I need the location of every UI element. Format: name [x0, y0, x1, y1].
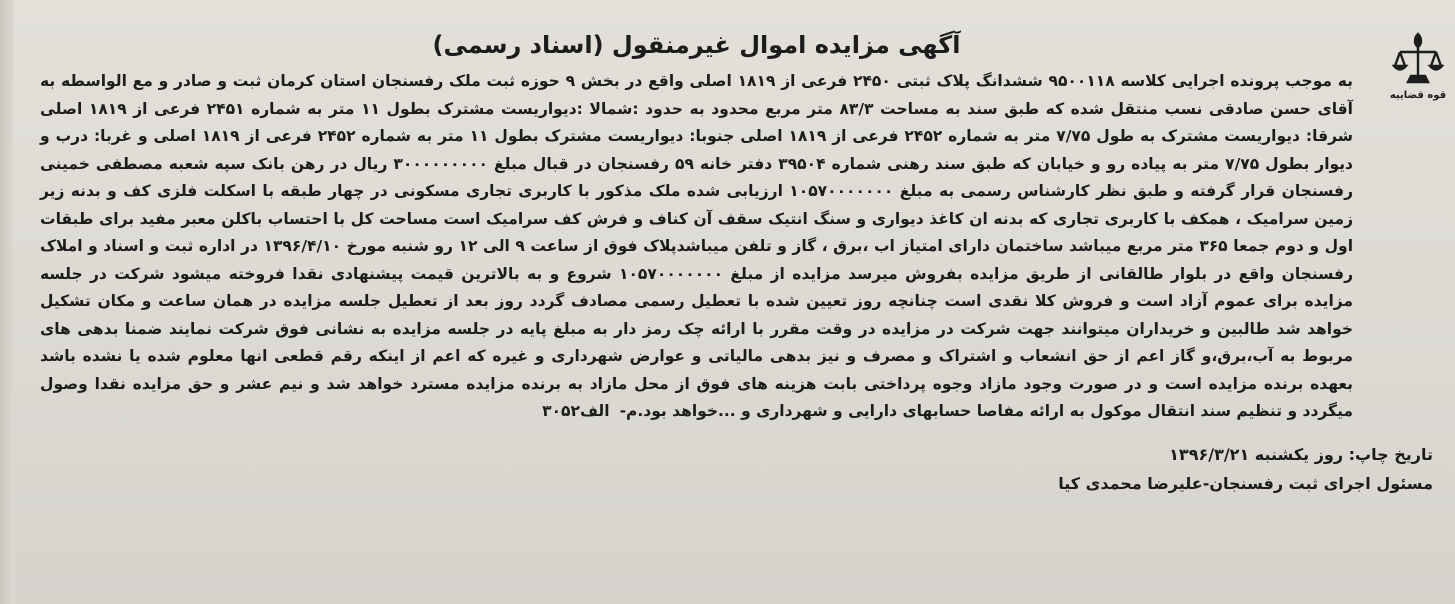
notice-body-text: به موجب پرونده اجرایی کلاسه ۹۵۰۰۱۱۸ ششدانگ پلاک ثبتی ۲۴۵۰ فرعی از ۱۸۱۹ اصلی واقع در بخش ۹ حوزه ثبت ملک رفسنجان استان کرمان ثبت و صادر و مع الواسطه به آقای حسن صادقی نسب منتقل شده که طبق سند به مساحت ۸۳/۳ متر مربع محدود به حدود :شمالا :دیواریست مشترک بطول ۱۱ متر به شماره ۲۴۵۱ فرعی از ۱۸۱۹ اصلی شرقا: دیواریست مشترک به طول ۷/۷۵ متر به شماره ۲۴۵۲ فرعی از ۱۸۱۹ اصلی جنوبا: دیواریست مشترک بطول ۱۱ متر به شماره ۲۴۵۲ فرعی از ۱۸۱۹ اصلی و غربا: درب و دیوار بطول ۷/۷۵ متر به پیاده رو و خیابان که طبق سند رهنی شماره ۳۹۵۰۴ دفتر خانه ۵۹ رفسنجان در قبال مبلغ ۳۰۰۰۰۰۰۰۰۰ ریال در رهن بانک سپه شعبه مصطفی خمینی رفسنجان قرار گرفته و طبق نظر کارشناس رسمی به مبلغ ۱۰۵۷۰۰۰۰۰۰۰ ارزیابی شده ملک مذکور با کاربری تجاری مسکونی در چهار طبقه با اسکلت فلزی کف و بدنه زیر زمین سرامیک ، همکف با کاربری تجاری که بدنه ان کاغذ دیواری و سنگ انتیک سقف آن کناف و فرش کف سرامیک است مساحت کل با احتساب باکلن معبر مفید برای طبقات اول و دوم جمعا ۳۶۵ متر مربع میباشد ساختمان دارای امتیاز اب ،برق ، گاز و تلفن میباشدپلاک فوق از ساعت ۹ الی ۱۲ رو شنبه مورخ ۱۳۹۶/۴/۱۰ در اداره ثبت و اسناد و املاک رفسنجان واقع در بلوار طالقانی از طریق مزایده بفروش میرسد مزایده از مبلغ ۱۰۵۷۰۰۰۰۰۰۰ شروع و به بالاترین قیمت پیشنهادی نقدا فروخته میشود شرکت در جلسه مزایده برای عموم آزاد است و فروش کلا نقدی است چنانچه روز تعیین شده با تعطیل رسمی مصادف گردد روز بعد از تعطیل جلسه مزایده در همان ساعت و مکان تشکیل خواهد شد طالبین و خریداران میتوانند جهت شرکت در مزایده در وقت مقرر با ارائه چک رمز دار به مبلغ پایه در جلسه مزایده به نشانی فوق شرکت نمایند ضمنا بدهی های مربوط به آب،برق،و گاز اعم از حق انشعاب و اشتراک و مصرف و نیز بدهی مالیاتی و عوارض شهرداری و غیره که اعم از اینکه رقم قطعی انها معلوم شده یا نشده باشد بعهده برنده مزایده است و در صورت وجود مازاد وجوه پرداختی بابت هزینه های فوق از محل مازاد به برنده مزایده مسترد خواهد شد و نیم عشر و حق مزایده نقدا وصول میگردد و تنظیم سند انتقال موکول به ارائه مفاصا حسابهای دارایی و شهرداری و ...خواهد بود.م- — [40, 72, 1354, 420]
print-date: تاریخ چاپ: روز یکشنبه ۱۳۹۶/۳/۲۱ — [1169, 444, 1433, 464]
signature: مسئول اجرای ثبت رفسنجان-علیرضا محمدی کیا — [1058, 473, 1433, 493]
notice-reference: الف۳۰۵۲ — [542, 402, 610, 420]
notice-footer — [40, 440, 1433, 498]
auction-notice — [40, 28, 1433, 498]
emblem-caption: قوه قضاییه — [1389, 90, 1447, 101]
paper-fold-shadow — [0, 0, 14, 604]
notice-title: آگهی مزایده اموال غیرمنقول (اسناد رسمی) — [432, 31, 961, 59]
notice-body — [40, 68, 1433, 426]
